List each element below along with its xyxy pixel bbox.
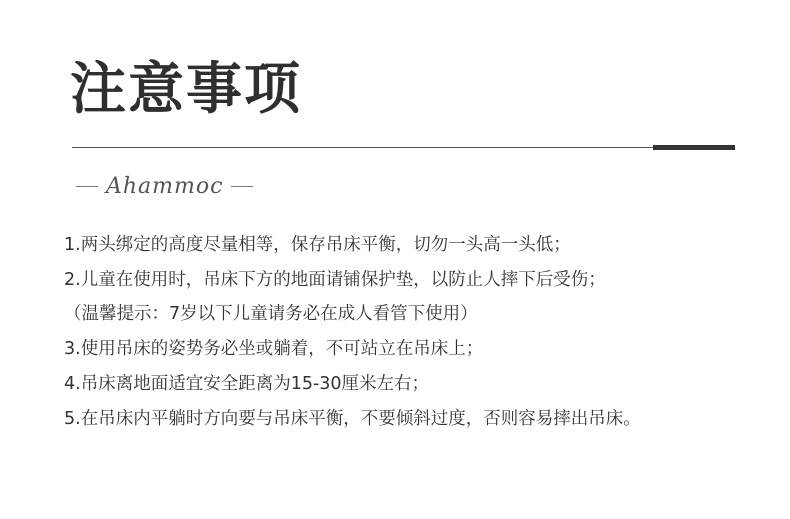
notes-list <box>64 228 764 436</box>
signature-dash-left <box>76 186 98 187</box>
note-item-2-tip: （温馨提示：7岁以下儿童请务必在成人看管下使用） <box>64 304 478 325</box>
brand-signature <box>76 174 253 199</box>
note-item-2: 2.儿童在使用时，吊床下方的地面请铺保护垫，以防止人摔下后受伤； <box>64 269 606 290</box>
note-item-5: 5.在吊床内平躺时方向要与吊床平衡，不要倾斜过度，否则容易摔出吊床。 <box>64 408 641 429</box>
signature-text: Ahammoc <box>106 174 224 199</box>
note-item-1: 1.两头绑定的高度尽量相等，保存吊床平衡，切勿一头高一头低； <box>64 235 571 255</box>
note-item-3: 3.使用吊床的姿势务必坐或躺着，不可站立在吊床上； <box>64 339 484 360</box>
note-item-4: 4.吊床离地面适宜安全距离为15-30厘米左右； <box>64 373 430 394</box>
title-divider-accent <box>653 145 735 150</box>
page-title: 注意事项 <box>70 57 302 122</box>
title-divider <box>72 147 734 148</box>
signature-dash-right <box>231 186 253 187</box>
